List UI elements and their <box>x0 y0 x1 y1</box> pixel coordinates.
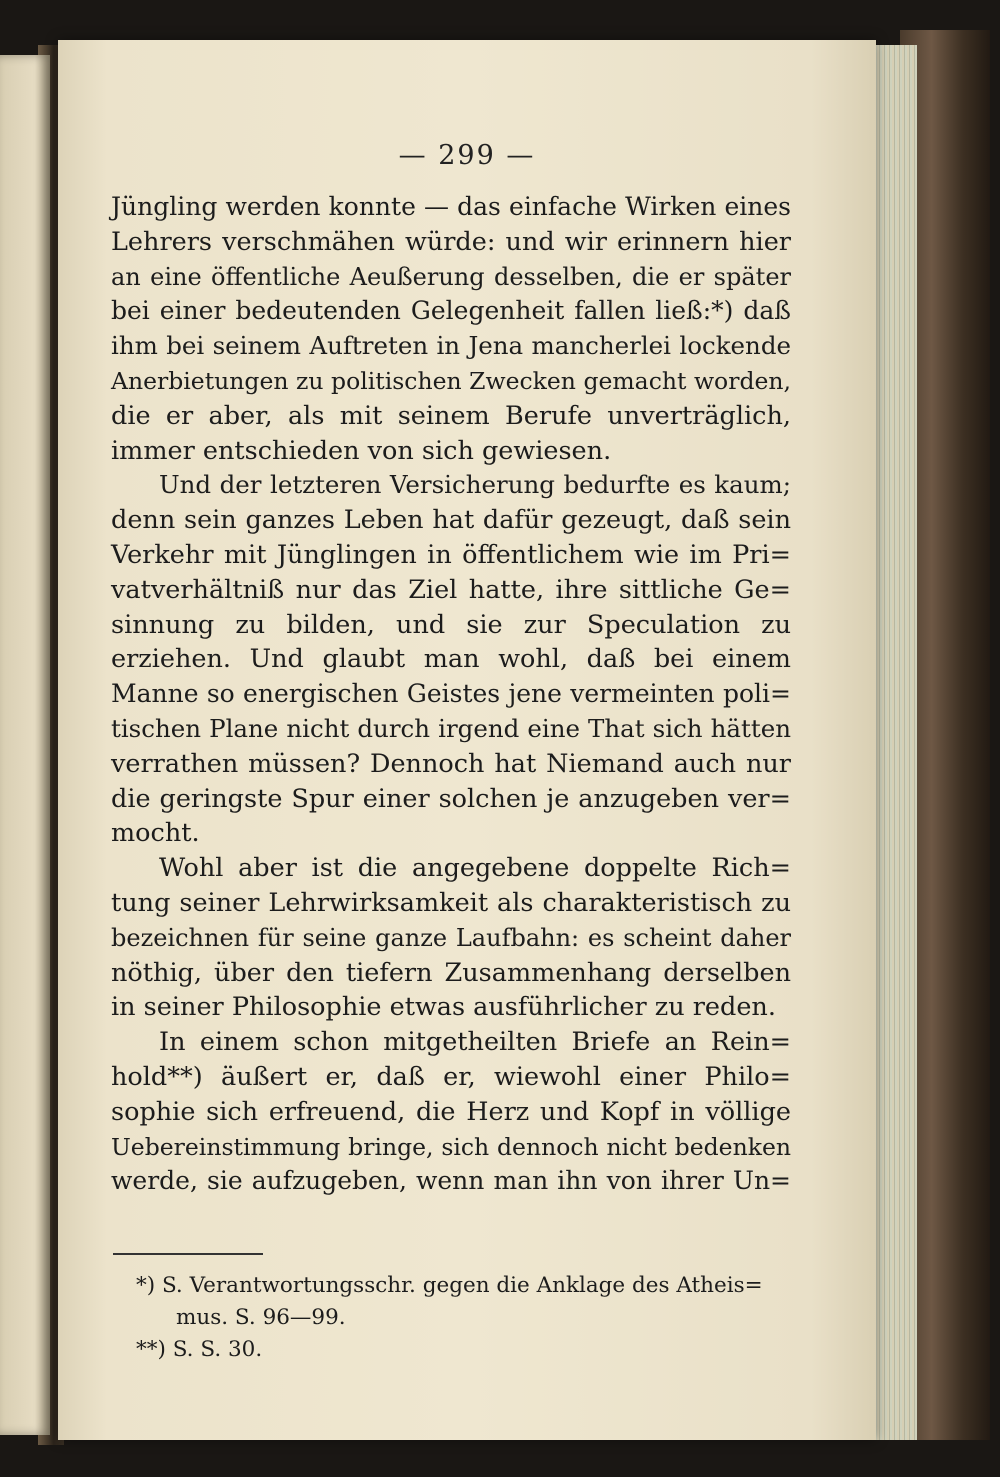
text-line: nöthig, über den tiefern Zusammenhang derselben <box>111 957 791 988</box>
text-line: Lehrers verschmähen würde: und wir erinnern hier <box>111 226 791 257</box>
text-line: Wohl aber ist die angegebene doppelte Rich= <box>159 853 791 884</box>
text-line: immer entschieden von sich gewiesen. <box>111 435 612 466</box>
text-line: tischen Plane nicht durch irgend eine That sich hätten <box>111 713 791 743</box>
text-line: Manne so energischen Geistes jene vermeinten poli= <box>111 679 791 709</box>
text-line: vatverhältniß nur das Ziel hatte, ihre sittliche Ge= <box>111 574 791 605</box>
text-line: bei einer bedeutenden Gelegenheit fallen ließ:*) daß <box>111 296 791 326</box>
facing-page-edge <box>0 55 50 1435</box>
text-line: sophie sich erfreuend, die Herz und Kopf in völlige <box>111 1096 791 1127</box>
book-page <box>58 40 876 1440</box>
text-line: verrathen müssen? Dennoch hat Niemand auch nur <box>111 748 791 779</box>
text-line: Jüngling werden konnte — das einfache Wirken eines <box>111 192 791 221</box>
text-line: die geringste Spur einer solchen je anzugeben ver= <box>111 783 791 814</box>
text-line: mocht. <box>111 818 200 849</box>
footnotes <box>136 1270 796 1366</box>
text-line: die er aber, als mit seinem Berufe unverträglich, <box>111 400 791 431</box>
page-block-edges <box>870 45 917 1440</box>
text-line: werde, sie aufzugeben, wenn man ihn von ihrer Un= <box>111 1166 791 1196</box>
text-line: In einem schon mitgetheilten Briefe an Rein= <box>159 1027 791 1058</box>
text-line: erziehen. Und glaubt man wohl, daß bei einem <box>111 644 791 675</box>
footnote-line: *) S. Verantwortungsschr. gegen die Anklage des Atheis= <box>136 1273 763 1298</box>
text-line: Verkehr mit Jünglingen in öffentlichem wie im Pri= <box>111 539 791 570</box>
text-line: hold**) äußert er, daß er, wiewohl einer Philo= <box>111 1061 791 1092</box>
text-line: Und der letzteren Versicherung bedurfte es kaum; <box>159 470 791 500</box>
body-text <box>111 190 791 1199</box>
footnote-rule <box>113 1253 263 1255</box>
footnote-line: mus. S. 96—99. <box>176 1305 346 1330</box>
footnote-line: **) S. S. 30. <box>136 1337 263 1362</box>
text-line: denn sein ganzes Leben hat dafür gezeugt, daß sein <box>111 505 791 536</box>
text-line: ihm bei seinem Auftreten in Jena mancherlei lockende <box>111 331 791 361</box>
text-line: Uebereinstimmung bringe, sich dennoch nicht bedenken <box>111 1132 791 1161</box>
page-number-header: — 299 — <box>398 140 536 171</box>
text-line: in seiner Philosophie etwas ausführlicher zu reden. <box>111 992 776 1023</box>
text-line: Anerbietungen zu politischen Zwecken gemacht worden, <box>111 366 791 395</box>
text-line: bezeichnen für seine ganze Laufbahn: es scheint daher <box>111 923 791 952</box>
text-line: an eine öffentliche Aeußerung desselben, die er später <box>111 262 791 291</box>
text-line: sinnung zu bilden, und sie zur Speculation zu <box>111 609 791 640</box>
text-line: tung seiner Lehrwirksamkeit als charakteristisch zu <box>111 887 791 918</box>
